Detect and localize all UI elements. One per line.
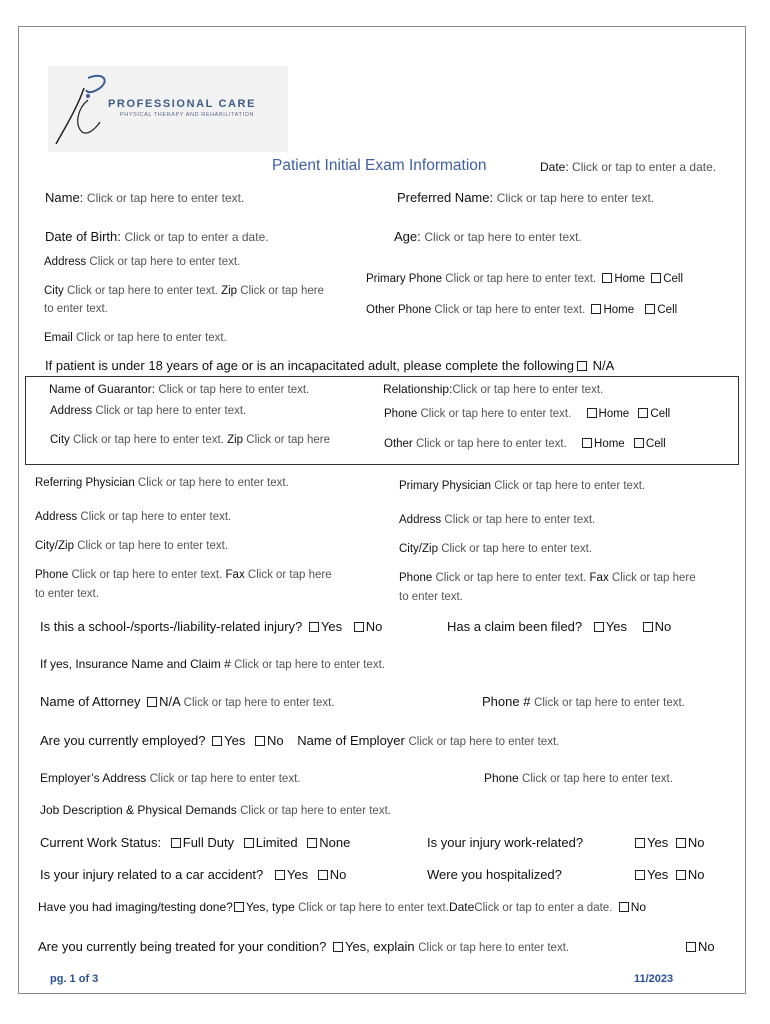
other-phone-home-checkbox[interactable]	[591, 304, 601, 314]
attorney-label: Name of Attorney	[40, 694, 141, 709]
relationship-label: Relationship:	[383, 382, 453, 396]
school-injury-question	[40, 619, 382, 634]
primary-phone-placeholder: Click or tap here to enter text.	[445, 273, 597, 285]
car-accident-label: Is your injury related to a car accident?	[40, 867, 264, 882]
work-related-options	[632, 835, 704, 850]
attorney-phone-field[interactable]	[482, 694, 685, 709]
insurance-placeholder: Click or tap here to enter text.	[234, 659, 385, 671]
hospitalized-no-checkbox[interactable]	[676, 870, 686, 880]
other-phone-field[interactable]	[366, 304, 677, 316]
guarantor-name-placeholder: Click or tap here to enter text.	[158, 384, 310, 396]
primary-phone-label: Primary Phone	[366, 273, 443, 285]
employed-label: Are you currently employed?	[40, 733, 206, 748]
primary-cityzip-label: City/Zip	[399, 543, 438, 555]
imaging-type-placeholder[interactable]: Click or tap here to enter text.	[298, 902, 449, 914]
no-label: No	[365, 619, 383, 634]
zip-label: Zip	[221, 285, 238, 297]
referring-phone-label: Phone	[35, 569, 69, 581]
work-status-question	[40, 835, 350, 850]
employer-address-label: Employer’s Address	[40, 771, 147, 785]
employer-address-placeholder: Click or tap here to enter text.	[149, 773, 301, 785]
job-description-placeholder: Click or tap here to enter text.	[240, 805, 391, 817]
attorney-phone-placeholder: Click or tap here to enter text.	[534, 697, 685, 709]
minor-note	[45, 358, 614, 373]
insurance-field[interactable]	[40, 657, 385, 671]
work-related-label: Is your injury work-related?	[427, 835, 584, 850]
other-phone-cell-checkbox[interactable]	[645, 304, 655, 314]
age-field[interactable]	[394, 229, 582, 244]
primary-address-placeholder: Click or tap here to enter text.	[444, 514, 596, 526]
imaging-date-placeholder[interactable]: Click or tap to enter a date.	[474, 902, 613, 914]
no-label: No	[654, 619, 672, 634]
primary-physician-phone-label: Phone	[399, 572, 433, 584]
cell-label: Cell	[645, 438, 666, 450]
guarantor-zip-placeholder: Click or tap here	[246, 434, 330, 446]
city-label: City	[44, 285, 64, 297]
guarantor-city-placeholder: Click or tap here to enter text.	[73, 434, 224, 446]
attorney-phone-label: Phone #	[482, 694, 531, 709]
referring-cityzip-placeholder: Click or tap here to enter text.	[77, 540, 229, 552]
imaging-yes-checkbox[interactable]	[234, 902, 244, 912]
attorney-field[interactable]	[40, 694, 335, 709]
other-phone-placeholder: Click or tap here to enter text.	[434, 304, 586, 316]
treated-no-option	[683, 939, 715, 954]
primary-physician-field[interactable]	[399, 480, 645, 492]
primary-cityzip-placeholder: Click or tap here to enter text.	[441, 543, 593, 555]
attorney-na-label: N/A	[159, 694, 181, 709]
primary-fax-label: Fax	[589, 572, 609, 584]
name-field[interactable]	[45, 190, 244, 205]
no-label: No	[630, 900, 647, 914]
referring-cityzip-label: City/Zip	[35, 540, 74, 552]
preferred-name-field[interactable]	[397, 190, 654, 205]
referring-phone-placeholder: Click or tap here to enter text.	[71, 569, 223, 581]
guarantor-address-placeholder: Click or tap here to enter text.	[95, 405, 247, 417]
home-label: Home	[614, 273, 646, 285]
attorney-na-checkbox[interactable]	[147, 697, 157, 707]
treated-label: Are you currently being treated for your condition?	[38, 939, 327, 954]
referring-fax-placeholder: Click or tap here	[247, 569, 332, 581]
primary-address-field[interactable]	[399, 514, 595, 526]
work-related-no-checkbox[interactable]	[676, 838, 686, 848]
address-placeholder: Click or tap here to enter text.	[89, 256, 241, 268]
guarantor-phone-field[interactable]	[384, 408, 670, 420]
referring-fax-placeholder-tail: to enter text.	[35, 588, 99, 600]
yes-label: Yes	[605, 619, 627, 634]
employed-no-checkbox[interactable]	[255, 736, 265, 746]
date-label: Date:	[540, 160, 569, 174]
guarantor-zip-label: Zip	[227, 434, 244, 446]
dob-label: Date of Birth:	[45, 229, 121, 244]
primary-fax-placeholder-tail: to enter text.	[399, 591, 463, 603]
employed-yes-checkbox[interactable]	[212, 736, 222, 746]
yes-label: Yes	[647, 867, 669, 882]
school-injury-yes-checkbox[interactable]	[309, 622, 319, 632]
email-field[interactable]	[44, 332, 227, 344]
guarantor-city-zip-field[interactable]	[50, 434, 330, 446]
zip-placeholder-tail: to enter text.	[44, 303, 108, 315]
referring-phone-field[interactable]	[35, 569, 332, 581]
imaging-yes-type-label: Yes, type	[245, 900, 295, 914]
primary-cityzip-field[interactable]	[399, 543, 592, 555]
referring-address-label: Address	[35, 511, 78, 523]
job-description-label: Job Description & Physical Demands	[40, 803, 237, 817]
guarantor-name-field[interactable]	[49, 382, 309, 396]
referring-address-placeholder: Click or tap here to enter text.	[80, 511, 232, 523]
claim-yes-checkbox[interactable]	[594, 622, 604, 632]
zip-placeholder: Click or tap here	[240, 285, 324, 297]
guarantor-phone-cell-checkbox[interactable]	[638, 408, 648, 418]
guarantor-phone-home-checkbox[interactable]	[587, 408, 597, 418]
referring-cityzip-field[interactable]	[35, 540, 228, 552]
school-injury-label: Is this a school-/sports-/liability-related injury?	[40, 619, 303, 634]
email-placeholder: Click or tap here to enter text.	[75, 332, 227, 344]
treated-yes-explain-label: Yes, explain	[344, 939, 415, 954]
guarantor-name-label: Name of Guarantor:	[49, 382, 156, 396]
logo-name: PROFESSIONAL CARE	[108, 98, 257, 110]
primary-physician-phone-placeholder: Click or tap here to enter text.	[435, 572, 587, 584]
employer-address-field[interactable]	[40, 771, 300, 785]
treated-no-checkbox[interactable]	[686, 942, 696, 952]
job-description-field[interactable]	[40, 803, 391, 817]
guarantor-other-placeholder: Click or tap here to enter text.	[415, 438, 567, 450]
cell-label: Cell	[650, 408, 671, 420]
email-label: Email	[44, 332, 73, 344]
name-placeholder: Click or tap here to enter text.	[86, 191, 245, 205]
treated-question	[38, 939, 569, 954]
yes-label: Yes	[286, 867, 309, 882]
employer-label: Name of Employer	[297, 733, 405, 748]
primary-phone-cell-checkbox[interactable]	[651, 273, 661, 283]
work-status-label: Current Work Status:	[40, 835, 162, 850]
form-title: Patient Initial Exam Information	[272, 157, 487, 174]
yes-label: Yes	[647, 835, 669, 850]
employer-phone-label: Phone	[484, 771, 519, 785]
claim-label: Has a claim been filed?	[447, 619, 583, 634]
cell-label: Cell	[663, 273, 684, 285]
referring-physician-label: Referring Physician	[35, 477, 135, 489]
guarantor-city-label: City	[50, 434, 70, 446]
employer-phone-placeholder: Click or tap here to enter text.	[522, 773, 673, 785]
primary-phone-field[interactable]	[366, 273, 683, 285]
car-accident-question	[40, 867, 346, 882]
minor-na-checkbox[interactable]	[577, 361, 587, 371]
referring-fax-label: Fax	[225, 569, 245, 581]
cell-label: Cell	[657, 304, 678, 316]
car-accident-yes-checkbox[interactable]	[275, 870, 285, 880]
primary-address-label: Address	[399, 514, 442, 526]
claim-no-checkbox[interactable]	[643, 622, 653, 632]
imaging-question	[38, 900, 646, 914]
school-injury-no-checkbox[interactable]	[354, 622, 364, 632]
hospitalized-label: Were you hospitalized?	[427, 867, 562, 882]
no-label: No	[329, 867, 347, 882]
date-placeholder: Click or tap to enter a date.	[572, 160, 717, 174]
minor-note-text: If patient is under 18 years of age or is an incapacitated adult, please complete the following	[45, 358, 574, 373]
guarantor-other-field[interactable]	[384, 438, 666, 450]
preferred-name-placeholder: Click or tap here to enter text.	[496, 191, 655, 205]
imaging-label: Have you had imaging/testing done?	[38, 900, 233, 914]
city-placeholder: Click or tap here to enter text.	[67, 285, 218, 297]
preferred-name-label: Preferred Name:	[397, 190, 494, 205]
guarantor-phone-placeholder: Click or tap here to enter text.	[420, 408, 572, 420]
age-placeholder: Click or tap here to enter text.	[424, 230, 582, 244]
full-duty-label: Full Duty	[182, 835, 235, 850]
dob-placeholder: Click or tap to enter a date.	[124, 230, 269, 244]
date-field[interactable]	[540, 160, 716, 174]
employed-question	[40, 733, 559, 748]
home-label: Home	[594, 438, 625, 450]
no-label: No	[266, 733, 284, 748]
referring-address-field[interactable]	[35, 511, 231, 523]
yes-label: Yes	[224, 733, 246, 748]
imaging-no-checkbox[interactable]	[619, 902, 629, 912]
employer-placeholder[interactable]: Click or tap here to enter text.	[408, 736, 560, 748]
claim-question	[447, 619, 671, 634]
hospitalized-options	[632, 867, 704, 882]
insurance-label: If yes, Insurance Name and Claim #	[40, 657, 231, 671]
no-label: No	[687, 835, 705, 850]
none-label: None	[319, 835, 351, 850]
home-label: Home	[603, 304, 635, 316]
home-label: Home	[598, 408, 630, 420]
guarantor-phone-label: Phone	[384, 408, 418, 420]
treated-yes-checkbox[interactable]	[333, 942, 343, 952]
hospitalized-yes-checkbox[interactable]	[635, 870, 645, 880]
page-number: pg. 1 of 3	[50, 973, 99, 985]
imaging-date-label: Date	[448, 900, 475, 914]
primary-phone-home-checkbox[interactable]	[602, 273, 612, 283]
referring-physician-field[interactable]	[35, 477, 289, 489]
primary-physician-placeholder: Click or tap here to enter text.	[494, 480, 646, 492]
limited-checkbox[interactable]	[244, 838, 254, 848]
primary-phone-fax-field[interactable]	[399, 572, 696, 584]
car-accident-no-checkbox[interactable]	[318, 870, 328, 880]
revision-date: 11/2023	[634, 973, 674, 985]
referring-physician-placeholder: Click or tap here to enter text.	[137, 477, 289, 489]
primary-fax-placeholder: Click or tap here	[611, 572, 696, 584]
attorney-placeholder: Click or tap here to enter text.	[183, 697, 335, 709]
yes-label: Yes	[320, 619, 343, 634]
address-field[interactable]	[44, 256, 240, 268]
guarantor-address-field[interactable]	[50, 405, 246, 417]
employer-phone-field[interactable]	[484, 771, 673, 785]
treated-explain-placeholder[interactable]: Click or tap here to enter text.	[418, 942, 570, 954]
guarantor-other-home-checkbox[interactable]	[582, 438, 592, 448]
guarantor-other-cell-checkbox[interactable]	[634, 438, 644, 448]
limited-label: Limited	[255, 835, 298, 850]
full-duty-checkbox[interactable]	[171, 838, 181, 848]
other-phone-label: Other Phone	[366, 304, 432, 316]
guarantor-other-label: Other	[384, 438, 413, 450]
dob-field[interactable]	[45, 229, 269, 244]
city-zip-field[interactable]	[44, 285, 324, 297]
relationship-placeholder: Click or tap here to enter text.	[452, 384, 604, 396]
relationship-field[interactable]	[383, 382, 603, 396]
no-label: No	[687, 867, 705, 882]
no-label: No	[698, 939, 715, 954]
minor-na-label: N/A	[592, 358, 615, 373]
address-label: Address	[44, 256, 87, 268]
logo-subtitle: PHYSICAL THERAPY AND REHABILITATION	[120, 112, 255, 118]
primary-physician-label: Primary Physician	[399, 480, 492, 492]
work-related-yes-checkbox[interactable]	[635, 838, 645, 848]
name-label: Name:	[45, 190, 84, 205]
guarantor-address-label: Address	[50, 405, 93, 417]
none-checkbox[interactable]	[307, 838, 317, 848]
age-label: Age:	[394, 229, 421, 244]
